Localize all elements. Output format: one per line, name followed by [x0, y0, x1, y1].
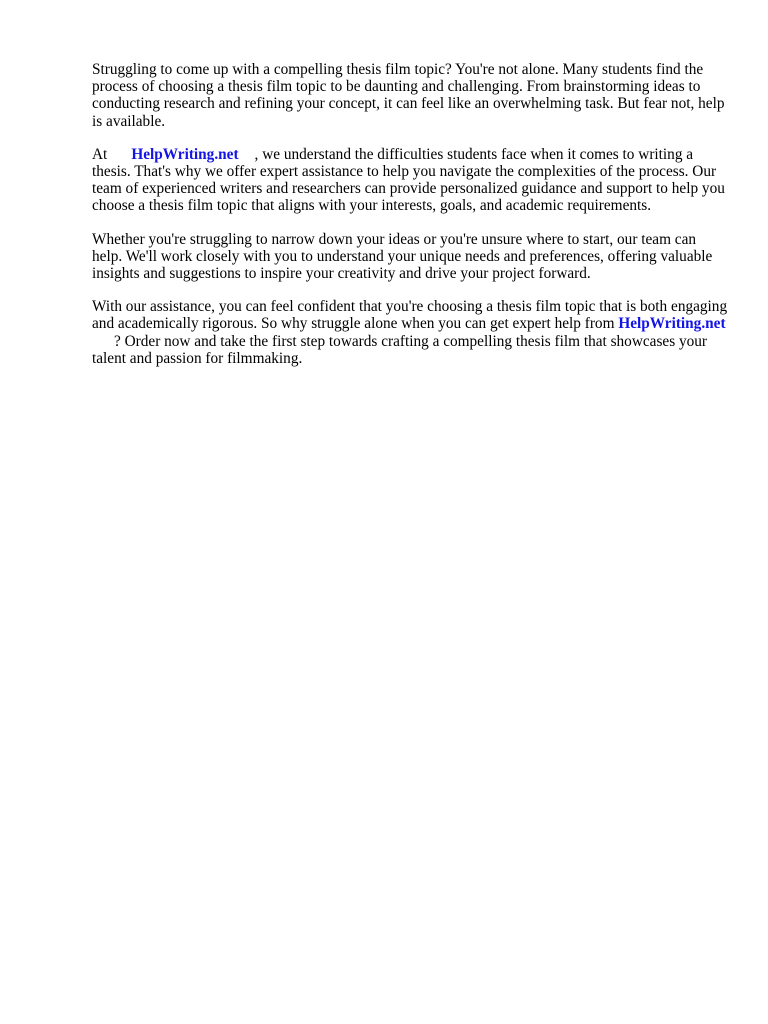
paragraph-support: Whether you're struggling to narrow down your ideas or you're unsure where to start, our team can help. We'll work closely with you to understand your unique needs and preferences, offering valuable insights and suggestions to inspire your creativity and drive your project forward. — [92, 230, 713, 283]
document-page — [92, 61, 728, 383]
paragraph-about — [92, 146, 728, 215]
paragraph-closing — [92, 298, 728, 367]
paragraph-about-lead: At — [92, 145, 108, 163]
helpwriting-link-2[interactable]: HelpWriting.net — [618, 315, 726, 333]
paragraph-closing-body: ? Order now and take the first step towards crafting a compelling thesis film that showcases your talent and passion for filmmaking. — [92, 332, 708, 367]
helpwriting-link[interactable]: HelpWriting.net — [131, 145, 239, 163]
paragraph-about-body: , we understand the difficulties students face when it comes to writing a thesis. That's why we offer expert assistance to help you navigate the complexities of the process. Our team of experienced writers and researchers can provide personalized guidance and support to help you choose a thesis film topic that aligns with your interests, goals, and academic requirements. — [92, 145, 725, 215]
paragraph-intro: Struggling to come up with a compelling thesis film topic? You're not alone. Many students find the process of choosing a thesis film topic to be daunting and challenging. From brainstorming ideas to conducting research and refining your concept, it can feel like an overwhelming task. But fear not, help is available. — [92, 61, 725, 130]
paragraph-closing-lead: With our assistance, you can feel confident that you're choosing a thesis film topic that is both engaging and academically rigorous. So why struggle alone when you can get expert help from — [92, 298, 728, 333]
